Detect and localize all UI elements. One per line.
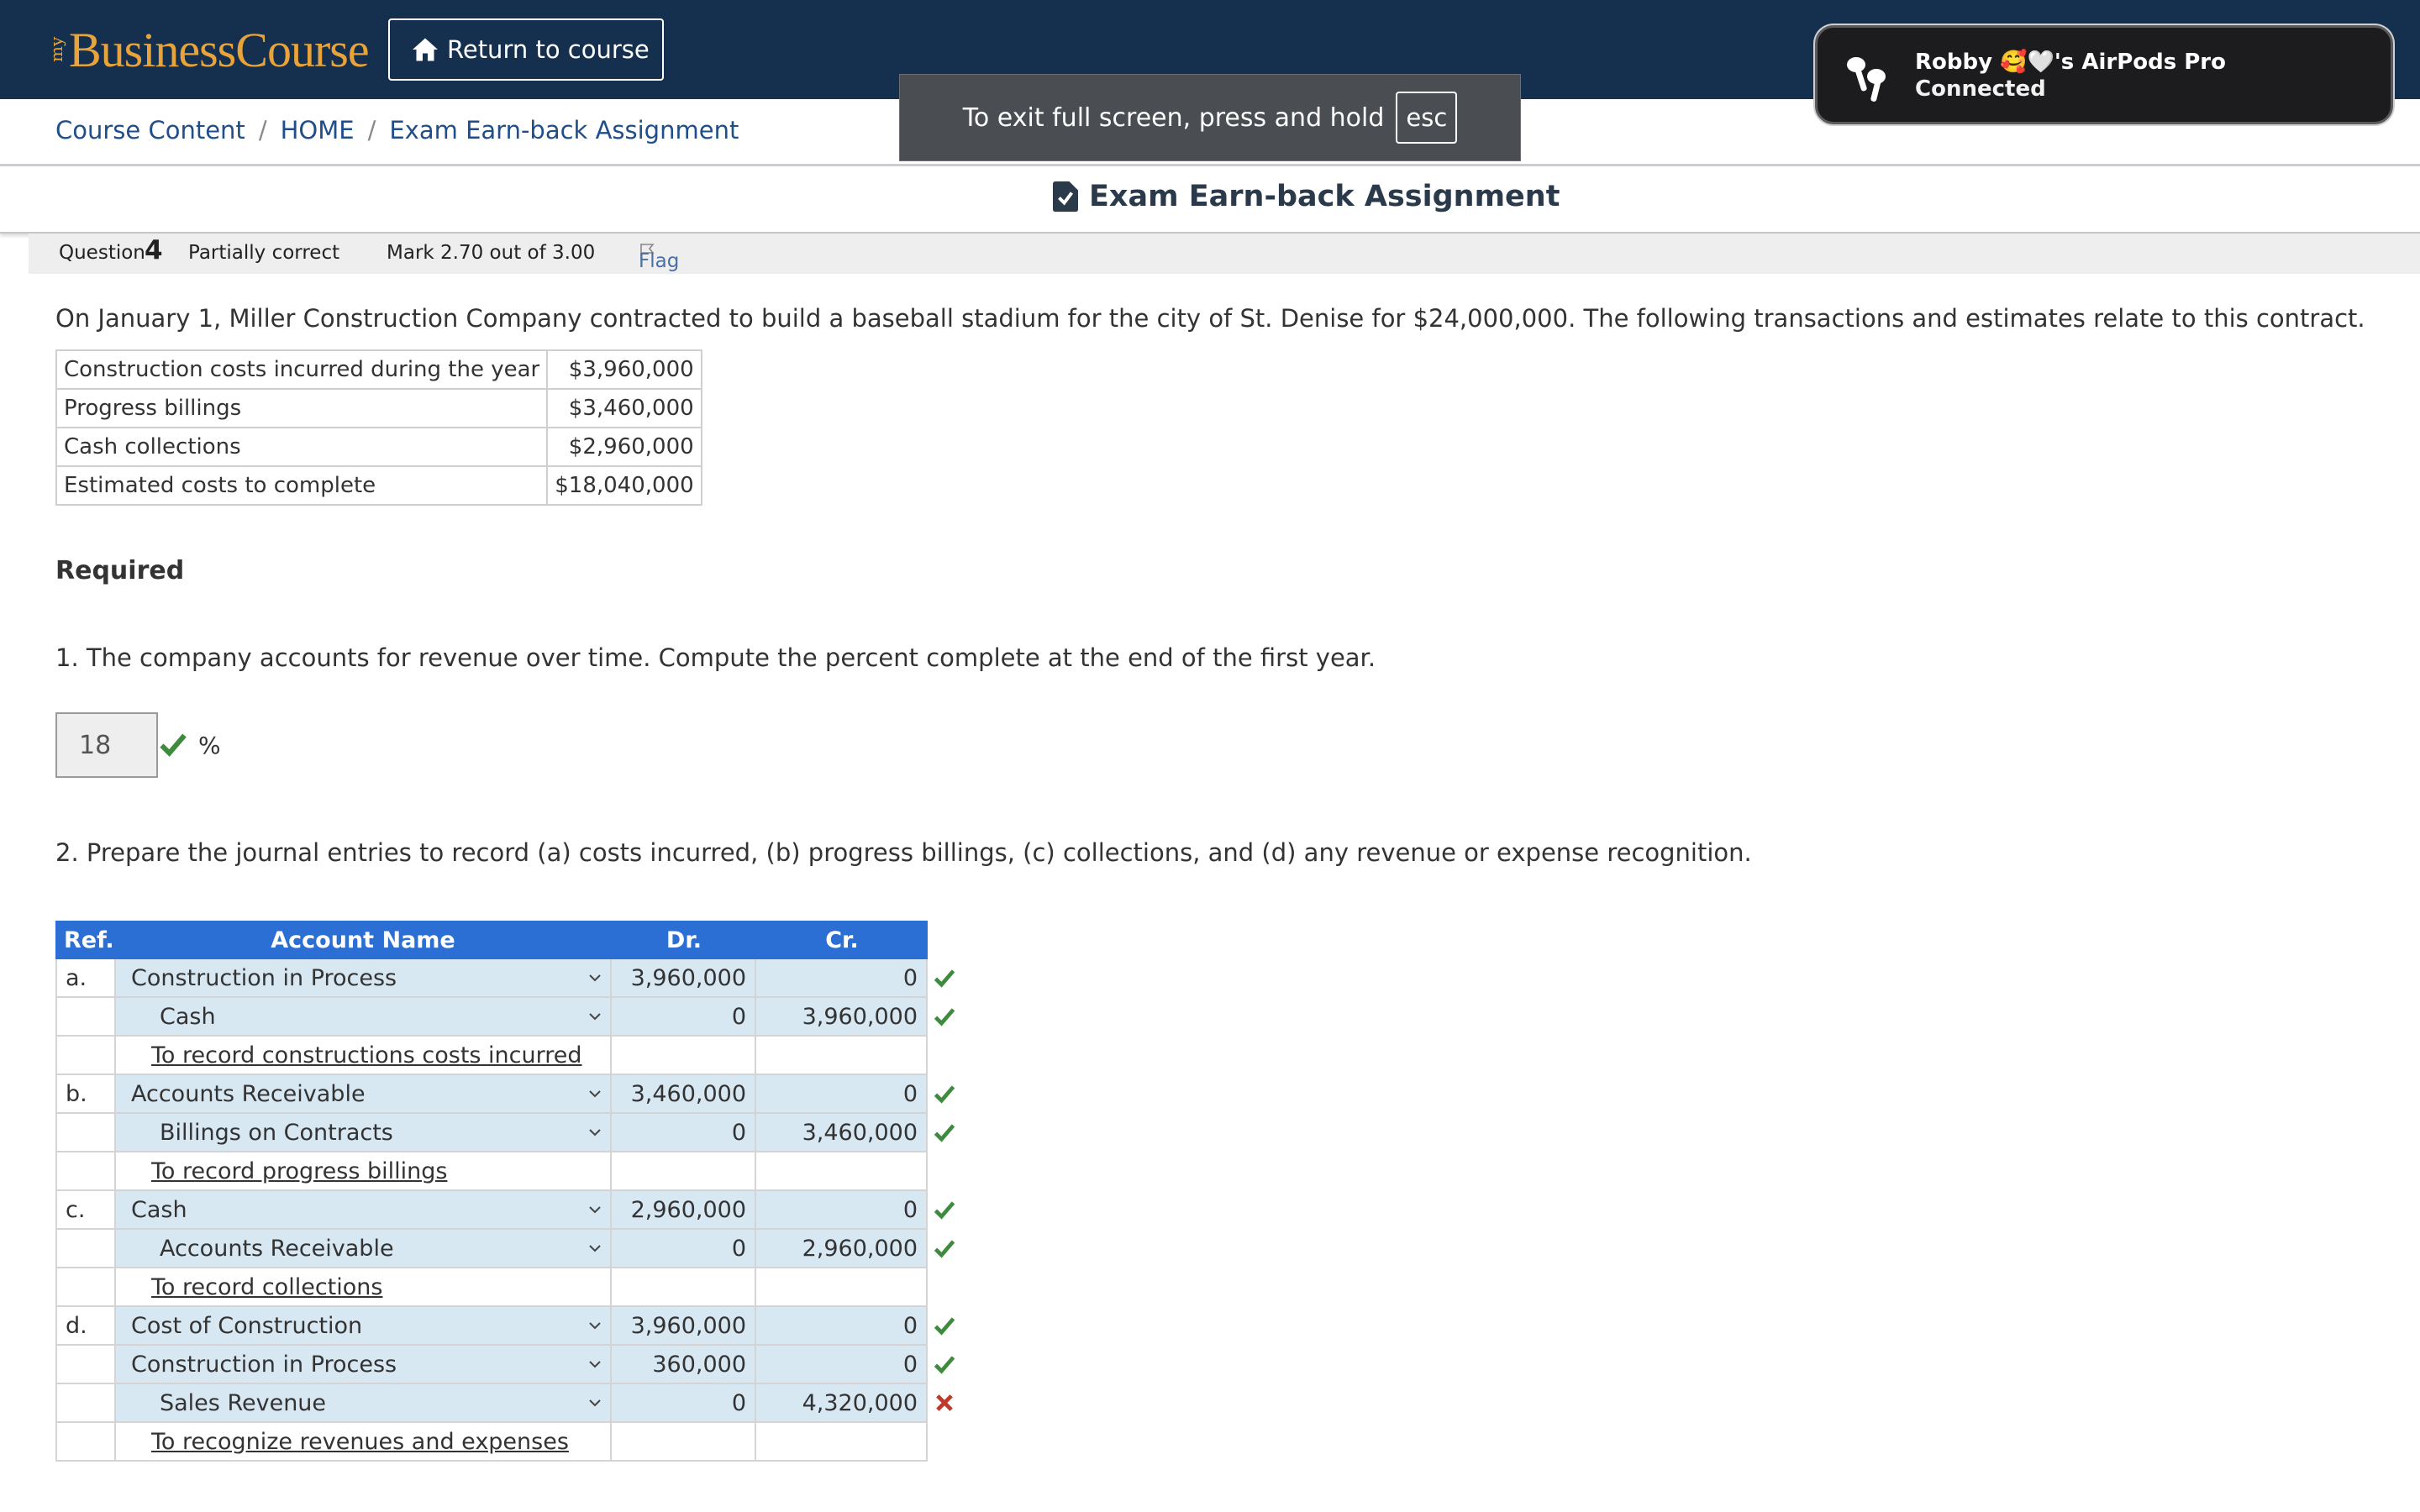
esc-key-badge: esc: [1396, 92, 1457, 144]
credit-input[interactable]: 0: [756, 1075, 928, 1114]
breadcrumb-home[interactable]: HOME: [280, 116, 355, 144]
flag-question-label: Flag: [639, 250, 680, 272]
journal-memo: [114, 1152, 612, 1191]
correct-check-icon: [933, 966, 956, 990]
journal-body: [55, 959, 928, 1462]
chevron-down-icon: [587, 1124, 603, 1141]
facts-row: [56, 466, 702, 505]
journal-memo-text: To record collections: [151, 1273, 383, 1300]
correct-check-icon: [933, 1198, 956, 1221]
debit-input[interactable]: 3,960,000: [612, 1307, 756, 1346]
credit-input[interactable]: 0: [756, 1307, 928, 1346]
debit-cell-empty: [612, 1423, 756, 1462]
facts-row: [56, 350, 702, 389]
account-select[interactable]: [114, 1307, 612, 1346]
journal-memo: [114, 1423, 612, 1462]
journal-ref: [55, 1346, 114, 1384]
journal-table: [55, 921, 928, 1462]
journal-entry-row: [55, 1384, 928, 1423]
credit-input[interactable]: 2,960,000: [756, 1230, 928, 1268]
facts-table: [55, 349, 702, 506]
correct-check-icon: [158, 729, 188, 759]
credit-input[interactable]: 4,320,000: [756, 1384, 928, 1423]
account-name: Construction in Process: [131, 964, 397, 991]
chevron-down-icon: [587, 1008, 603, 1025]
journal-entry-row: [55, 1114, 928, 1152]
journal-ref: [55, 1152, 114, 1191]
journal-memo-text: To recognize revenues and expenses: [151, 1428, 569, 1455]
account-name: Cash: [160, 1003, 216, 1030]
journal-memo: [114, 1268, 612, 1307]
facts-value: $3,960,000: [547, 350, 701, 389]
debit-input[interactable]: 2,960,000: [612, 1191, 756, 1230]
account-select[interactable]: [114, 1075, 612, 1114]
part2-prompt: 2. Prepare the journal entries to record (a) costs incurred, (b) progress billings, (c) collections, and (d) any revenue or expense recognition.: [55, 838, 1752, 867]
flag-question-link[interactable]: [639, 242, 680, 272]
chevron-down-icon: [587, 1317, 603, 1334]
assignment-check-icon: [1052, 181, 1079, 212]
brand-my: my: [46, 36, 66, 62]
facts-value: $18,040,000: [547, 466, 701, 505]
chevron-down-icon: [587, 1356, 603, 1373]
account-select[interactable]: [114, 1384, 612, 1423]
part1-prompt: 1. The company accounts for revenue over time. Compute the percent complete at the end of the first year.: [55, 643, 1376, 672]
airpods-icon: [1838, 48, 1897, 107]
chevron-down-icon: [587, 969, 603, 986]
journal-ref: [55, 1268, 114, 1307]
facts-label: Cash collections: [56, 428, 547, 466]
journal-ref: [55, 1423, 114, 1462]
journal-memo-row: [55, 1152, 928, 1191]
account-name: Sales Revenue: [160, 1389, 327, 1416]
breadcrumb-separator: /: [258, 116, 267, 144]
required-heading: Required: [55, 556, 185, 585]
fullscreen-exit-notice: [899, 74, 1521, 161]
correct-check-icon: [933, 1352, 956, 1376]
chevron-down-icon: [587, 1394, 603, 1411]
account-name: Accounts Receivable: [160, 1235, 394, 1262]
journal-ref: [55, 1384, 114, 1423]
chevron-down-icon: [587, 1201, 603, 1218]
journal-entry-row: [55, 959, 928, 998]
journal-memo: [114, 1037, 612, 1075]
credit-cell-empty: [756, 1423, 928, 1462]
question-number: 4: [145, 235, 163, 265]
fullscreen-notice-text: To exit full screen, press and hold: [962, 102, 1385, 133]
journal-memo-row: [55, 1268, 928, 1307]
account-select[interactable]: [114, 998, 612, 1037]
page-title-bar: [0, 166, 2420, 234]
journal-memo-text: To record progress billings: [151, 1158, 448, 1184]
debit-input[interactable]: 0: [612, 998, 756, 1037]
debit-input[interactable]: 0: [612, 1230, 756, 1268]
brand-name: BusinessCourse: [69, 22, 369, 77]
credit-input[interactable]: 0: [756, 1191, 928, 1230]
breadcrumb-separator: /: [367, 116, 376, 144]
credit-input[interactable]: 3,960,000: [756, 998, 928, 1037]
journal-memo-text: To record constructions costs incurred: [151, 1042, 582, 1068]
journal-ref: d.: [55, 1307, 114, 1346]
credit-input[interactable]: 0: [756, 1346, 928, 1384]
question-info: [29, 234, 2420, 274]
home-icon: [410, 34, 440, 65]
chevron-down-icon: [587, 1240, 603, 1257]
journal-ref: [55, 998, 114, 1037]
journal-ref: c.: [55, 1191, 114, 1230]
debit-cell-empty: [612, 1037, 756, 1075]
journal-memo-row: [55, 1423, 928, 1462]
journal-ref: [55, 1114, 114, 1152]
journal-ref: [55, 1230, 114, 1268]
facts-label: Construction costs incurred during the year: [56, 350, 547, 389]
airpods-notification[interactable]: [1815, 25, 2393, 124]
journal-header-account: Account Name: [271, 927, 455, 953]
facts-row: [56, 428, 702, 466]
debit-input[interactable]: 360,000: [612, 1346, 756, 1384]
brand-logo[interactable]: [44, 22, 369, 77]
journal-memo-row: [55, 1037, 928, 1075]
airpods-status: Connected: [1915, 76, 2046, 102]
account-select[interactable]: [114, 959, 612, 998]
journal-entry-row: [55, 1075, 928, 1114]
correct-check-icon: [933, 1082, 956, 1105]
account-name: Billings on Contracts: [160, 1119, 393, 1146]
debit-input[interactable]: 0: [612, 1384, 756, 1423]
facts-label: Progress billings: [56, 389, 547, 428]
journal-header-dr: Dr.: [666, 927, 702, 953]
debit-input[interactable]: 3,960,000: [612, 959, 756, 998]
facts-row: [56, 389, 702, 428]
debit-input[interactable]: 0: [612, 1114, 756, 1152]
correct-check-icon: [933, 1121, 956, 1144]
question-state: Partially correct: [188, 242, 340, 264]
facts-value: $2,960,000: [547, 428, 701, 466]
account-select[interactable]: [114, 1191, 612, 1230]
journal-entry-row: [55, 1346, 928, 1384]
account-select[interactable]: [114, 1346, 612, 1384]
question-content: [29, 274, 2420, 1512]
facts-label: Estimated costs to complete: [56, 466, 547, 505]
journal-ref: b.: [55, 1075, 114, 1114]
journal-header-ref: Ref.: [64, 927, 114, 953]
incorrect-x-icon: [933, 1391, 956, 1415]
journal-entry-row: [55, 1307, 928, 1346]
question-label: Question: [59, 242, 145, 264]
journal-entry-row: [55, 1230, 928, 1268]
credit-cell-empty: [756, 1268, 928, 1307]
page-title: [1052, 180, 1560, 213]
breadcrumb-course-content[interactable]: Course Content: [55, 116, 245, 144]
journal-ref: [55, 1037, 114, 1075]
percent-unit: %: [198, 732, 221, 759]
account-name: Construction in Process: [131, 1351, 397, 1378]
journal-header-cr: Cr.: [825, 927, 859, 953]
account-name: Cost of Construction: [131, 1312, 363, 1339]
breadcrumb-current[interactable]: Exam Earn-back Assignment: [389, 116, 739, 144]
correct-check-icon: [933, 1236, 956, 1260]
credit-input[interactable]: 0: [756, 959, 928, 998]
facts-value: $3,460,000: [547, 389, 701, 428]
journal-entry-row: [55, 1191, 928, 1230]
credit-cell-empty: [756, 1152, 928, 1191]
debit-cell-empty: [612, 1152, 756, 1191]
chevron-down-icon: [587, 1085, 603, 1102]
breadcrumb: [55, 116, 739, 144]
debit-input[interactable]: 3,460,000: [612, 1075, 756, 1114]
journal-entry-row: [55, 998, 928, 1037]
journal-ref: a.: [55, 959, 114, 998]
return-to-course-label: Return to course: [447, 35, 650, 64]
percent-complete-input[interactable]: 18: [55, 712, 158, 778]
account-name: Accounts Receivable: [131, 1080, 366, 1107]
page-title-text: Exam Earn-back Assignment: [1089, 180, 1560, 213]
account-select[interactable]: [114, 1230, 612, 1268]
journal-header-row: [55, 921, 928, 959]
account-name: Cash: [131, 1196, 187, 1223]
airpods-device-name: Robby 🥰🤍's AirPods Pro: [1915, 50, 2226, 75]
credit-cell-empty: [756, 1037, 928, 1075]
problem-text: On January 1, Miller Construction Company contracted to build a baseball stadium for the city of St. Denise for $24,000,000. The following transactions and estimates relate to this contract.: [55, 304, 2365, 333]
return-to-course-button[interactable]: [388, 18, 664, 81]
correct-check-icon: [933, 1005, 956, 1028]
correct-check-icon: [933, 1314, 956, 1337]
debit-cell-empty: [612, 1268, 756, 1307]
question-mark: Mark 2.70 out of 3.00: [387, 242, 596, 264]
account-select[interactable]: [114, 1114, 612, 1152]
credit-input[interactable]: 3,460,000: [756, 1114, 928, 1152]
